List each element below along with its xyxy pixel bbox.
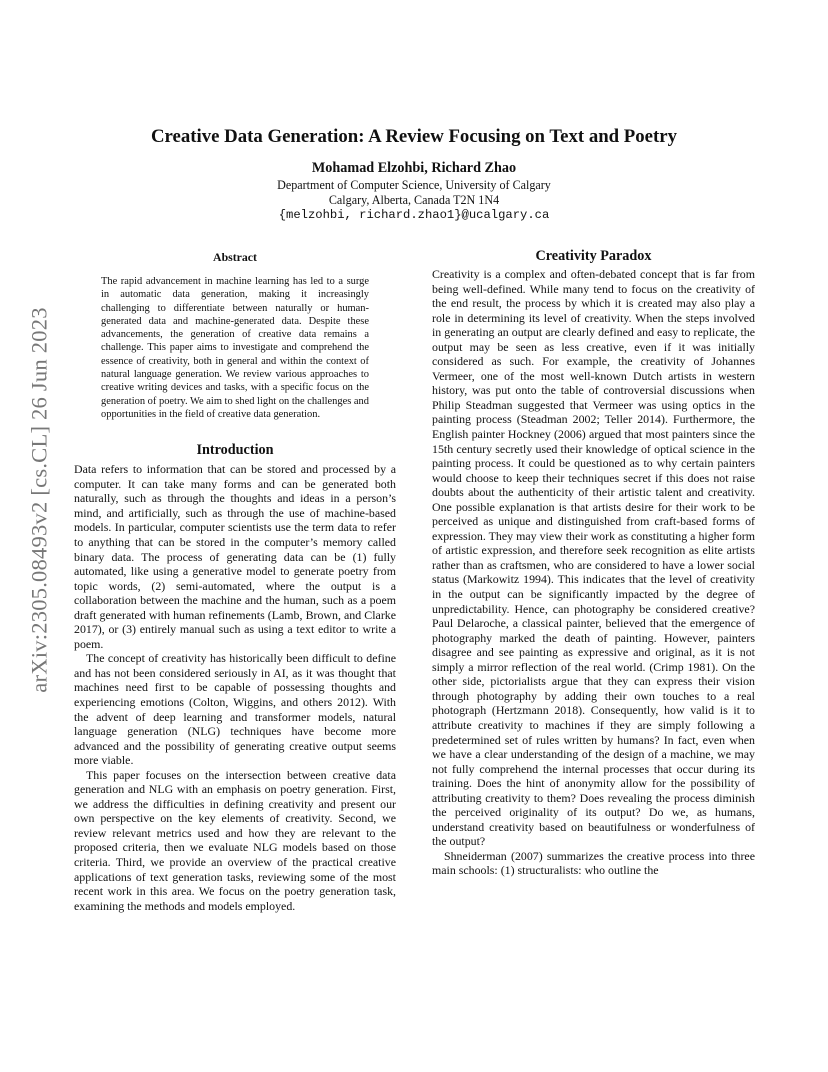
abstract-body: The rapid advancement in machine learning has led to a surge in automatic data generation, making it increasingly challenging to differentiate between naturally or human-generated data and machine-generated data. Despite these advancements, the generation of creative data remains a challenge. This paper aims to investigate and comprehend the essence of creativity, both in general and within the context of natural language generation. We review various approaches to creative writing devices and tasks, with a specific focus on the generation of poetry. We aim to shed light on the challenges and opportunities in the field of creative data generation.	[101, 276, 369, 420]
paper-title: Creative Data Generation: A Review Focusing on Text and Poetry	[150, 126, 677, 147]
paper-authors: Mohamad Elzohbi, Richard Zhao	[311, 160, 517, 176]
abstract-heading: Abstract	[213, 250, 257, 264]
right-column	[432, 250, 755, 878]
arxiv-identifier-stamp	[25, 290, 55, 710]
abstract-section	[74, 250, 396, 421]
introduction-paragraph-1: Data refers to information that can be stored and processed by a computer. It can take many forms and can be generated both naturally, such as through the thoughts and ideas in a person’s mind, and artificially, such as through the use of machine-based models. In particular, computer scientists use the term data to refer to anything that can be stored in the computer’s memory called binary data. The process of generating data can be (1) fully automated, like using a generative model to generate poetry from topic words, (2) semi-automated, where the output is a collaboration between the machine and the human, such as a poem draft generated with human refinements (Lamb, Brown, and Clarke 2017), or (3) entirely manual such as using a text editor to write a poem.	[74, 462, 396, 651]
author-emails: {melzohbi, richard.zhao1}@ucalgary.ca	[278, 208, 550, 222]
introduction-heading: Introduction	[196, 442, 274, 459]
affiliation-address: Calgary, Alberta, Canada T2N 1N4	[328, 193, 500, 207]
introduction-paragraph-3: This paper focuses on the intersection between creative data generation and NLG with an emphasis on poetry generation. First, we address the difficulties in defining creativity and present our own perspective on the key elements of creativity. Second, we review relevant metrics used and how they are relevant to the proposed criteria, then we evaluate NLG models based on those criteria. Third, we provide an overview of the practical creative applications of text generation tasks, reviewing some of the most recent work in this area. We focus on the poetry generation task, examining the methods and models employed.	[74, 767, 396, 913]
creativity-paradox-paragraph-1: Creativity is a complex and often-debated concept that is far from being well-defined. While many tend to focus on the creativity of the end result, the process by which it is created may also play a role in determining its level of creativity. When the steps involved in generating an output are clearly defined and easy to replicate, the output may be seen as less creative, even if it was initially considered as such. For example, the creativity of Johannes Vermeer, one of the most well-known Dutch artists in western history, was put onto the table of controversial discussions when Philip Steadman suggested that Vermeer was using optics in the painting process (Steadman 2002; Teller 2014). Furthermore, the English painter Hockney (2006) argued that most painters since the 15th century secretly used their knowledge of optical science in the painting process. It could be questioned as to why certain painters would choose to keep their techniques secret if this does not raise doubts about the authenticity of their artistic talent and creativity. One possible explanation is that artists desire for their work to be perceived as unique and distinguished from craft-based forms of expression. They may view their work as constituting a higher form of artistic expression, and therefore seek recognition as elite artists rather than as craftsmen, who are considered to have a lower social status (Markowitz 1994). This indicates that the level of creativity in the output can be significantly impacted by the degree of unpredictability. Hence, can photography be considered creative? Paul Delaroche, a classical painter, believed that the emergence of photography marked the death of painting. However, painters disagree and see painting as expressive and original, as it is not simply a mirror reflection of the real world. (Crimp 1981). On the other side, pictorialists argue that they can express their vision through photography by adding their own touches to a real photograph (Hertzmann 2018). Consequently, how valid is it to attribute creativity to machines if they are simply following a predetermined set of rules written by humans? In fact, even when we have a clear understanding of the design of a machine, we may not fully comprehend the internal processes that occur during its training. Does the hint of anonymity allow for the possibility of attributing creativity to them? Does revealing the process diminish the perceived originality of its output? Do we, as humans, understand creativity based on beautifulness or wonderfulness of the output?	[432, 267, 755, 849]
arxiv-identifier-text: arXiv:2305.08493v2 [cs.CL] 26 Jun 2023	[27, 307, 53, 693]
affiliation-department: Department of Computer Science, University of Calgary	[277, 178, 551, 192]
introduction-paragraph-2: The concept of creativity has historically been difficult to define and has not been considered seriously in AI, as it was thought that machines need first to be capable of possessing thoughts and experiencing emotions (Colton, Wiggins, and others 2012). With the advent of deep learning and transformer models, natural language generation (NLG) techniques have become more advanced and the possibility of generating creative output seems more viable.	[74, 651, 396, 768]
creativity-paradox-section	[432, 248, 755, 878]
introduction-section	[74, 442, 396, 913]
creativity-paradox-heading: Creativity Paradox	[535, 248, 652, 264]
left-column	[74, 250, 396, 913]
creativity-paradox-paragraph-2: Shneiderman (2007) summarizes the creative process into three main schools: (1) structuralists: who outline the	[432, 848, 755, 878]
